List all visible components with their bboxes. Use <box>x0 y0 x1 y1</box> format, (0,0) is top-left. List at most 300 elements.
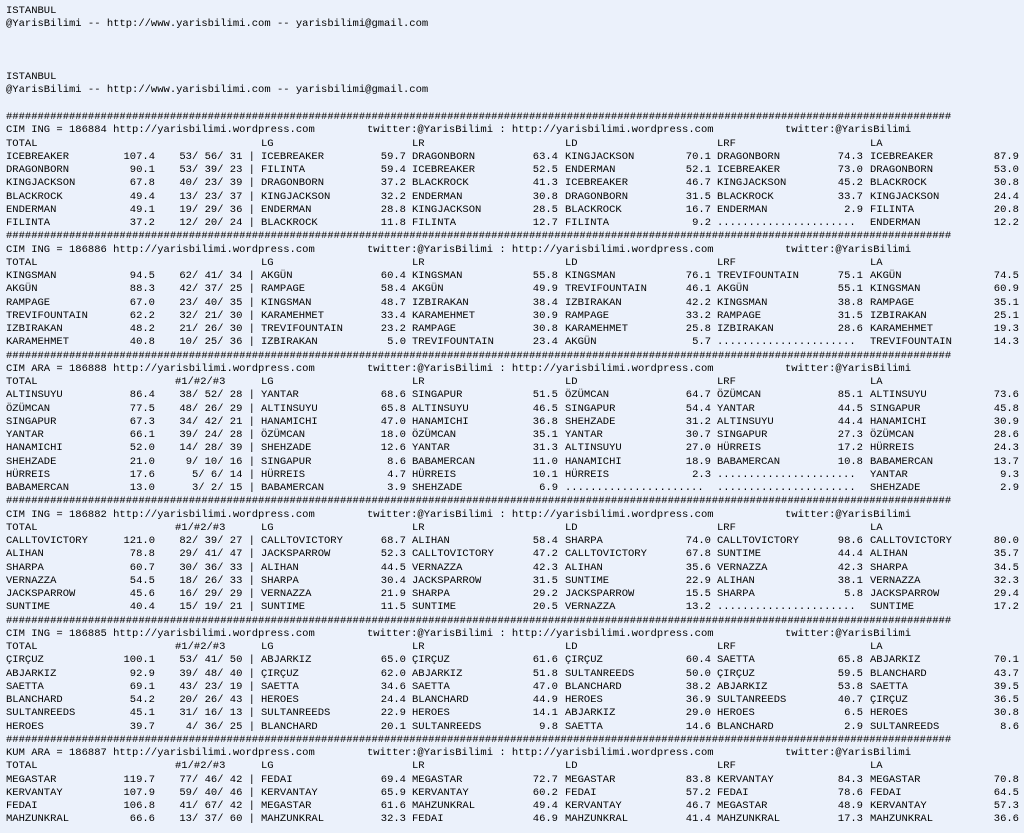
cell-lrfv: 17.3 <box>837 813 863 826</box>
cell-lrfv: 48.9 <box>837 800 863 812</box>
cell-tv: 40.4 <box>129 601 155 614</box>
cell-lgn: CALLTOVICTORY <box>261 535 343 547</box>
cell-lrfv: 44.4 <box>837 548 863 561</box>
cell-lav: 17.2 <box>993 601 1019 614</box>
cell-ldv: 52.1 <box>685 164 711 176</box>
cell-lav: 14.3 <box>993 336 1019 349</box>
cell-ldv: 31.2 <box>685 415 711 428</box>
cell-tn: SHEHZADE <box>6 455 57 468</box>
cell-lrv: 10.1 <box>532 468 558 481</box>
cell-lrfn: ...................... <box>717 601 856 614</box>
cell-lan: KINGSMAN <box>870 283 921 296</box>
cell-lrfn: HEROES <box>717 707 755 720</box>
separator-row: ###################################################################################################################################################### <box>6 349 952 362</box>
cell-p: 21/ 26/ 30 | <box>179 323 255 335</box>
cell-lrfn: FEDAI <box>717 786 749 799</box>
table-row <box>6 469 1018 482</box>
cell-lrfn: RAMPAGE <box>717 309 762 322</box>
table-row <box>6 456 1018 469</box>
cell-tn: HEROES <box>6 720 44 733</box>
cell-lrv: 36.8 <box>532 415 558 428</box>
cell-tv: 66.6 <box>129 813 155 826</box>
cell-lrfn: SAETTA <box>717 654 755 667</box>
table-row <box>6 482 1018 495</box>
table-row <box>6 297 1018 310</box>
col-ld: LD <box>565 760 578 773</box>
cell-lrv: 51.8 <box>532 667 558 680</box>
table-row <box>6 217 1018 230</box>
cell-lgv: 48.7 <box>380 296 406 309</box>
cell-lrfn: IZBIRAKAN <box>717 323 774 335</box>
cell-lgv: 5.0 <box>387 336 406 349</box>
cell-lrv: 47.0 <box>532 680 558 693</box>
cell-lrv: 30.8 <box>532 323 558 335</box>
cell-lrfn: DRAGONBORN <box>717 150 781 163</box>
cell-p: 31/ 16/ 13 | <box>179 707 255 720</box>
cell-tn: DRAGONBORN <box>6 164 70 176</box>
cell-tn: SAETTA <box>6 680 44 693</box>
race-header: KUM ARA = 186887 http://yarisbilimi.wordpress.com <box>6 747 315 759</box>
cell-lgv: 69.4 <box>380 773 406 786</box>
cell-lrfv: 10.8 <box>837 455 863 468</box>
cell-lgv: 8.6 <box>387 455 406 468</box>
cell-lrv: 14.1 <box>532 707 558 720</box>
cell-lan: HEROES <box>870 707 908 720</box>
cell-lrv: 9.8 <box>539 720 558 733</box>
cell-lgv: 30.4 <box>380 574 406 587</box>
cell-p: 43/ 23/ 19 | <box>179 680 255 693</box>
col-place: #1/#2/#3 <box>175 521 226 534</box>
col-lg: LG <box>261 137 274 150</box>
cell-lan: JACKSPARROW <box>870 588 940 600</box>
race-header: CIM ING = 186885 http://yarisbilimi.wordpress.com <box>6 627 315 640</box>
cell-lrfn: SUNTIME <box>717 548 762 561</box>
cell-lgv: 68.6 <box>380 389 406 402</box>
cell-lrfn: MEGASTAR <box>717 800 768 812</box>
cell-tv: 77.5 <box>129 402 155 415</box>
col-la: LA <box>870 137 883 150</box>
cell-ldv: 57.2 <box>685 786 711 799</box>
cell-lrv: 42.3 <box>532 561 558 574</box>
cell-lav: 35.7 <box>993 548 1019 561</box>
cell-lgn: MAHZUNKRAL <box>261 813 325 826</box>
cell-lgn: JACKSPARROW <box>261 548 331 561</box>
cell-tv: 107.9 <box>123 786 155 799</box>
cell-p: 20/ 26/ 43 | <box>179 694 255 706</box>
cell-tv: 54.2 <box>129 694 155 706</box>
cell-lrfv: 5.8 <box>844 588 863 600</box>
cell-lrfv: 28.6 <box>837 323 863 335</box>
cell-ldv: 22.9 <box>685 574 711 587</box>
cell-tn: MAHZUNKRAL <box>6 813 70 826</box>
cell-p: 53/ 56/ 31 | <box>179 150 255 163</box>
twitter-handle: twitter:@YarisBilimi <box>785 747 912 759</box>
cell-lgv: 34.6 <box>380 680 406 693</box>
cell-tn: BLACKROCK <box>6 190 63 203</box>
cell-lrn: AKGÜN <box>412 283 444 296</box>
cell-tn: JACKSPARROW <box>6 588 76 600</box>
cell-p: 4/ 36/ 25 | <box>185 720 255 733</box>
col-total: TOTAL <box>6 521 38 534</box>
cell-lgv: 59.4 <box>380 164 406 176</box>
column-header-row <box>6 257 1018 270</box>
cell-p: 32/ 21/ 30 | <box>179 309 255 322</box>
cell-lgv: 3.9 <box>387 482 406 494</box>
cell-ldn: KINGSMAN <box>565 270 616 282</box>
race-header-row <box>6 124 1018 137</box>
cell-lrv: 44.9 <box>532 694 558 706</box>
col-lg: LG <box>261 521 274 534</box>
cell-lav: 25.1 <box>993 309 1019 322</box>
cell-lgn: FILINTA <box>261 164 306 176</box>
col-la: LA <box>870 641 883 653</box>
cell-tv: 39.7 <box>129 720 155 733</box>
cell-lan: TREVIFOUNTAIN <box>870 336 952 349</box>
col-lr: LR <box>412 376 425 388</box>
cell-p: 16/ 29/ 29 | <box>179 588 255 600</box>
cell-lrn: KINGJACKSON <box>412 203 482 216</box>
cell-lgv: 24.4 <box>380 694 406 706</box>
table-row <box>6 204 1018 217</box>
cell-lav: 28.6 <box>993 429 1019 441</box>
cell-lrn: HEROES <box>412 707 450 720</box>
city-title: ISTANBUL <box>6 71 57 83</box>
cell-ldv: 83.8 <box>685 773 711 786</box>
cell-lgn: AKGÜN <box>261 270 293 282</box>
cell-ldn: HANAMICHI <box>565 455 622 468</box>
cell-lrv: 30.9 <box>532 309 558 322</box>
cell-lrn: BLANCHARD <box>412 694 469 706</box>
cell-lgv: 18.0 <box>380 429 406 441</box>
cell-lrfn: SINGAPUR <box>717 429 768 441</box>
race-header-row <box>6 628 1018 641</box>
cell-tn: BABAMERCAN <box>6 482 70 494</box>
cell-lan: ÖZÜMCAN <box>870 429 915 441</box>
cell-lgv: 21.9 <box>380 588 406 600</box>
cell-lrfv: 65.8 <box>837 654 863 667</box>
cell-tn: HÜRREIS <box>6 468 51 481</box>
cell-tn: MEGASTAR <box>6 773 57 786</box>
cell-lgn: RAMPAGE <box>261 283 306 296</box>
cell-tn: ICEBREAKER <box>6 150 70 163</box>
cell-lav: 19.3 <box>993 323 1019 335</box>
cell-p: 3/ 2/ 15 | <box>191 482 255 494</box>
cell-p: 39/ 24/ 28 | <box>179 429 255 441</box>
cell-lan: SULTANREEDS <box>870 720 940 733</box>
cell-tn: RAMPAGE <box>6 296 51 309</box>
cell-ldv: 50.0 <box>685 667 711 680</box>
cell-lan: BLACKROCK <box>870 177 927 190</box>
cell-ldn: BLACKROCK <box>565 203 622 216</box>
col-lg: LG <box>261 760 274 773</box>
cell-tn: KARAMEHMET <box>6 336 70 349</box>
cell-lrv: 30.8 <box>532 190 558 203</box>
cell-p: 14/ 28/ 39 | <box>179 442 255 455</box>
cell-lrfn: KINGSMAN <box>717 296 768 309</box>
cell-ldv: 35.6 <box>685 561 711 574</box>
cell-ldn: VERNAZZA <box>565 601 616 614</box>
cell-lrn: RAMPAGE <box>412 323 457 335</box>
cell-lgv: 12.6 <box>380 442 406 455</box>
cell-p: 53/ 41/ 50 | <box>179 654 255 667</box>
cell-p: 40/ 23/ 39 | <box>179 177 255 190</box>
table-row <box>6 323 1018 336</box>
table-row <box>6 588 1018 601</box>
cell-tv: 90.1 <box>129 164 155 176</box>
col-lr: LR <box>412 137 425 150</box>
twitter-handle: twitter:@YarisBilimi <box>785 627 912 640</box>
cell-lrv: 28.5 <box>532 203 558 216</box>
cell-lgn: HANAMICHI <box>261 415 318 428</box>
cell-lgv: 4.7 <box>387 468 406 481</box>
table-row <box>6 562 1018 575</box>
table-row <box>6 800 1018 813</box>
cell-tn: ALTINSUYU <box>6 389 63 402</box>
cell-ldv: 18.9 <box>685 455 711 468</box>
cell-ldv: 5.7 <box>692 336 711 349</box>
cell-lgn: DRAGONBORN <box>261 177 325 190</box>
cell-ldv: 60.4 <box>685 654 711 667</box>
table-row <box>6 654 1018 667</box>
cell-lan: BLANCHARD <box>870 667 927 680</box>
cell-lrfv: 78.6 <box>837 786 863 799</box>
cell-tn: ÇIRÇUZ <box>6 654 44 667</box>
col-ld: LD <box>565 521 578 534</box>
cell-ldn: SULTANREEDS <box>565 667 635 680</box>
cell-tv: 66.1 <box>129 429 155 441</box>
cell-lan: SINGAPUR <box>870 402 921 415</box>
cell-lrv: 51.5 <box>532 389 558 402</box>
cell-lrfv: 59.5 <box>837 667 863 680</box>
cell-lrfv: 85.1 <box>837 389 863 402</box>
table-row <box>6 707 1018 720</box>
cell-lrv: 29.2 <box>532 588 558 600</box>
cell-ldv: 46.7 <box>685 800 711 812</box>
cell-lrn: YANTAR <box>412 442 450 455</box>
cell-lan: KARAMEHMET <box>870 323 934 335</box>
cell-lgv: 32.3 <box>380 813 406 826</box>
table-row <box>6 813 1018 826</box>
cell-lrfv: 2.9 <box>844 203 863 216</box>
cell-lrfv: 42.3 <box>837 561 863 574</box>
cell-tn: KINGSMAN <box>6 270 57 282</box>
cell-tn: SINGAPUR <box>6 415 57 428</box>
cell-lgn: KINGSMAN <box>261 296 312 309</box>
cell-lrn: FEDAI <box>412 813 444 826</box>
cell-lav: 2.9 <box>1000 482 1019 494</box>
cell-tn: HANAMICHI <box>6 442 63 455</box>
cell-tn: KINGJACKSON <box>6 177 76 190</box>
cell-lrfv: 6.5 <box>844 707 863 720</box>
cell-ldn: KARAMEHMET <box>565 323 629 335</box>
cell-lrfv: 38.8 <box>837 296 863 309</box>
cell-lav: 9.3 <box>1000 468 1019 481</box>
cell-tv: 45.1 <box>129 707 155 720</box>
cell-lrfv: 45.2 <box>837 177 863 190</box>
cell-lgv: 65.8 <box>380 402 406 415</box>
table-row <box>6 535 1018 548</box>
table-row <box>6 151 1018 164</box>
cell-lrfv: 27.3 <box>837 429 863 441</box>
cell-tn: CALLTOVICTORY <box>6 535 88 547</box>
cell-lan: BABAMERCAN <box>870 455 934 468</box>
cell-lrfv: 40.7 <box>837 694 863 706</box>
cell-lgv: 52.3 <box>380 548 406 561</box>
cell-ldv: 54.4 <box>685 402 711 415</box>
cell-lgn: SAETTA <box>261 680 299 693</box>
cell-tv: 67.3 <box>129 415 155 428</box>
cell-lan: SAETTA <box>870 680 908 693</box>
cell-lrfn: BLANCHARD <box>717 720 774 733</box>
cell-lrfv: 31.5 <box>837 309 863 322</box>
twitter-link: twitter:@YarisBilimi : http://yarisbilimi.wordpress.com <box>367 747 714 759</box>
col-lr: LR <box>412 521 425 534</box>
cell-p: 13/ 37/ 60 | <box>179 813 255 826</box>
col-total: TOTAL <box>6 376 38 388</box>
cell-lrv: 47.2 <box>532 548 558 561</box>
column-header-row <box>6 522 1018 535</box>
twitter-link: twitter:@YarisBilimi : http://yarisbilimi.wordpress.com <box>367 362 714 375</box>
col-ld: LD <box>565 376 578 388</box>
col-lrf: LRF <box>717 137 736 150</box>
cell-ldn: ÇIRÇUZ <box>565 654 603 667</box>
cell-tn: FILINTA <box>6 217 51 229</box>
cell-lrn: ABJARKIZ <box>412 667 463 680</box>
cell-lrv: 61.6 <box>532 654 558 667</box>
cell-lgn: BLANCHARD <box>261 720 318 733</box>
table-row <box>6 575 1018 588</box>
cell-lgv: 59.7 <box>380 150 406 163</box>
cell-ldv: 2.3 <box>692 468 711 481</box>
cell-ldn: ALTINSUYU <box>565 442 622 455</box>
cell-lav: 29.4 <box>993 588 1019 600</box>
cell-lrfn: BLACKROCK <box>717 190 774 203</box>
cell-lrv: 11.0 <box>532 455 558 468</box>
col-lrf: LRF <box>717 256 736 269</box>
cell-lan: ALTINSUYU <box>870 389 927 402</box>
cell-lav: 30.9 <box>993 415 1019 428</box>
cell-ldv: 64.7 <box>685 389 711 402</box>
col-lr: LR <box>412 641 425 653</box>
cell-tv: 60.7 <box>129 561 155 574</box>
cell-ldn: ENDERMAN <box>565 164 616 176</box>
col-lrf: LRF <box>717 760 736 773</box>
twitter-link: twitter:@YarisBilimi : http://yarisbilimi.wordpress.com <box>367 243 714 256</box>
cell-lav: 8.6 <box>1000 720 1019 733</box>
col-la: LA <box>870 256 883 269</box>
table-row <box>6 787 1018 800</box>
cell-ldv: 46.7 <box>685 177 711 190</box>
cell-lgv: 60.4 <box>380 270 406 282</box>
table-row <box>6 416 1018 429</box>
cell-ldv: 15.5 <box>685 588 711 600</box>
table-row <box>6 601 1018 614</box>
cell-lrn: VERNAZZA <box>412 561 463 574</box>
cell-lgn: SUNTIME <box>261 601 306 614</box>
cell-lrfv: 84.3 <box>837 773 863 786</box>
cell-ldn: SUNTIME <box>565 574 610 587</box>
cell-tv: 100.1 <box>123 654 155 667</box>
cell-ldn: SHARPA <box>565 535 603 547</box>
column-header-row <box>6 376 1018 389</box>
cell-tn: SHARPA <box>6 561 44 574</box>
cell-lav: 13.7 <box>993 455 1019 468</box>
table-row <box>6 389 1018 402</box>
cell-lan: ICEBREAKER <box>870 150 934 163</box>
cell-lrn: KERVANTAY <box>412 786 469 799</box>
race-header: CIM ING = 186884 http://yarisbilimi.wordpress.com <box>6 124 315 137</box>
cell-lgv: 58.4 <box>380 283 406 296</box>
cell-lrfn: ÇIRÇUZ <box>717 667 755 680</box>
cell-lrn: SINGAPUR <box>412 389 463 402</box>
cell-p: 38/ 52/ 28 | <box>179 389 255 402</box>
cell-lrn: ICEBREAKER <box>412 164 476 176</box>
cell-lgn: ÇIRÇUZ <box>261 667 299 680</box>
col-lg: LG <box>261 376 274 388</box>
twitter-handle: twitter:@YarisBilimi <box>785 243 912 256</box>
cell-p: 29/ 41/ 47 | <box>179 548 255 561</box>
cell-lgv: 68.7 <box>380 535 406 547</box>
cell-p: 12/ 20/ 24 | <box>179 217 255 229</box>
cell-ldv: 42.2 <box>685 296 711 309</box>
cell-lgv: 61.6 <box>380 800 406 812</box>
cell-lrn: ÖZÜMCAN <box>412 429 457 441</box>
cell-lrfn: ...................... <box>717 217 856 229</box>
table-row <box>6 774 1018 787</box>
cell-ldn: YANTAR <box>565 429 603 441</box>
cell-lan: YANTAR <box>870 468 908 481</box>
cell-p: 77/ 46/ 42 | <box>179 773 255 786</box>
cell-lgn: MEGASTAR <box>261 800 312 812</box>
twitter-link: twitter:@YarisBilimi : http://yarisbilimi.wordpress.com <box>367 627 714 640</box>
cell-tn: FEDAI <box>6 800 38 812</box>
cell-lav: 20.8 <box>993 203 1019 216</box>
cell-tv: 48.2 <box>129 323 155 335</box>
cell-lgn: SHEHZADE <box>261 442 312 455</box>
cell-lan: HÜRREIS <box>870 442 915 455</box>
table-row <box>6 442 1018 455</box>
table-row <box>6 429 1018 442</box>
cell-lav: 39.5 <box>993 680 1019 693</box>
cell-ldv: 38.2 <box>685 680 711 693</box>
cell-lav: 43.7 <box>993 667 1019 680</box>
cell-lan: DRAGONBORN <box>870 164 934 176</box>
cell-lan: HANAMICHI <box>870 415 927 428</box>
cell-ldv: 16.7 <box>685 203 711 216</box>
cell-p: 62/ 41/ 34 | <box>179 270 255 282</box>
column-header-row <box>6 641 1018 654</box>
col-lrf: LRF <box>717 376 736 388</box>
cell-ldv: 25.8 <box>685 323 711 335</box>
cell-lrn: SAETTA <box>412 680 450 693</box>
cell-lgn: SHARPA <box>261 574 299 587</box>
table-row <box>6 270 1018 283</box>
col-ld: LD <box>565 641 578 653</box>
cell-tv: 94.5 <box>129 270 155 282</box>
cell-lrn: DRAGONBORN <box>412 150 476 163</box>
twitter-link: twitter:@YarisBilimi : http://yarisbilimi.wordpress.com <box>367 124 714 137</box>
col-ld: LD <box>565 137 578 150</box>
cell-lgv: 11.5 <box>380 601 406 614</box>
cell-lrv: 23.4 <box>532 336 558 349</box>
cell-lav: 30.8 <box>993 177 1019 190</box>
cell-p: 18/ 26/ 33 | <box>179 574 255 587</box>
cell-lrn: MAHZUNKRAL <box>412 800 476 812</box>
cell-lrn: MEGASTAR <box>412 773 463 786</box>
cell-lan: IZBIRAKAN <box>870 309 927 322</box>
cell-lrfn: SHARPA <box>717 588 755 600</box>
cell-lan: VERNAZZA <box>870 574 921 587</box>
